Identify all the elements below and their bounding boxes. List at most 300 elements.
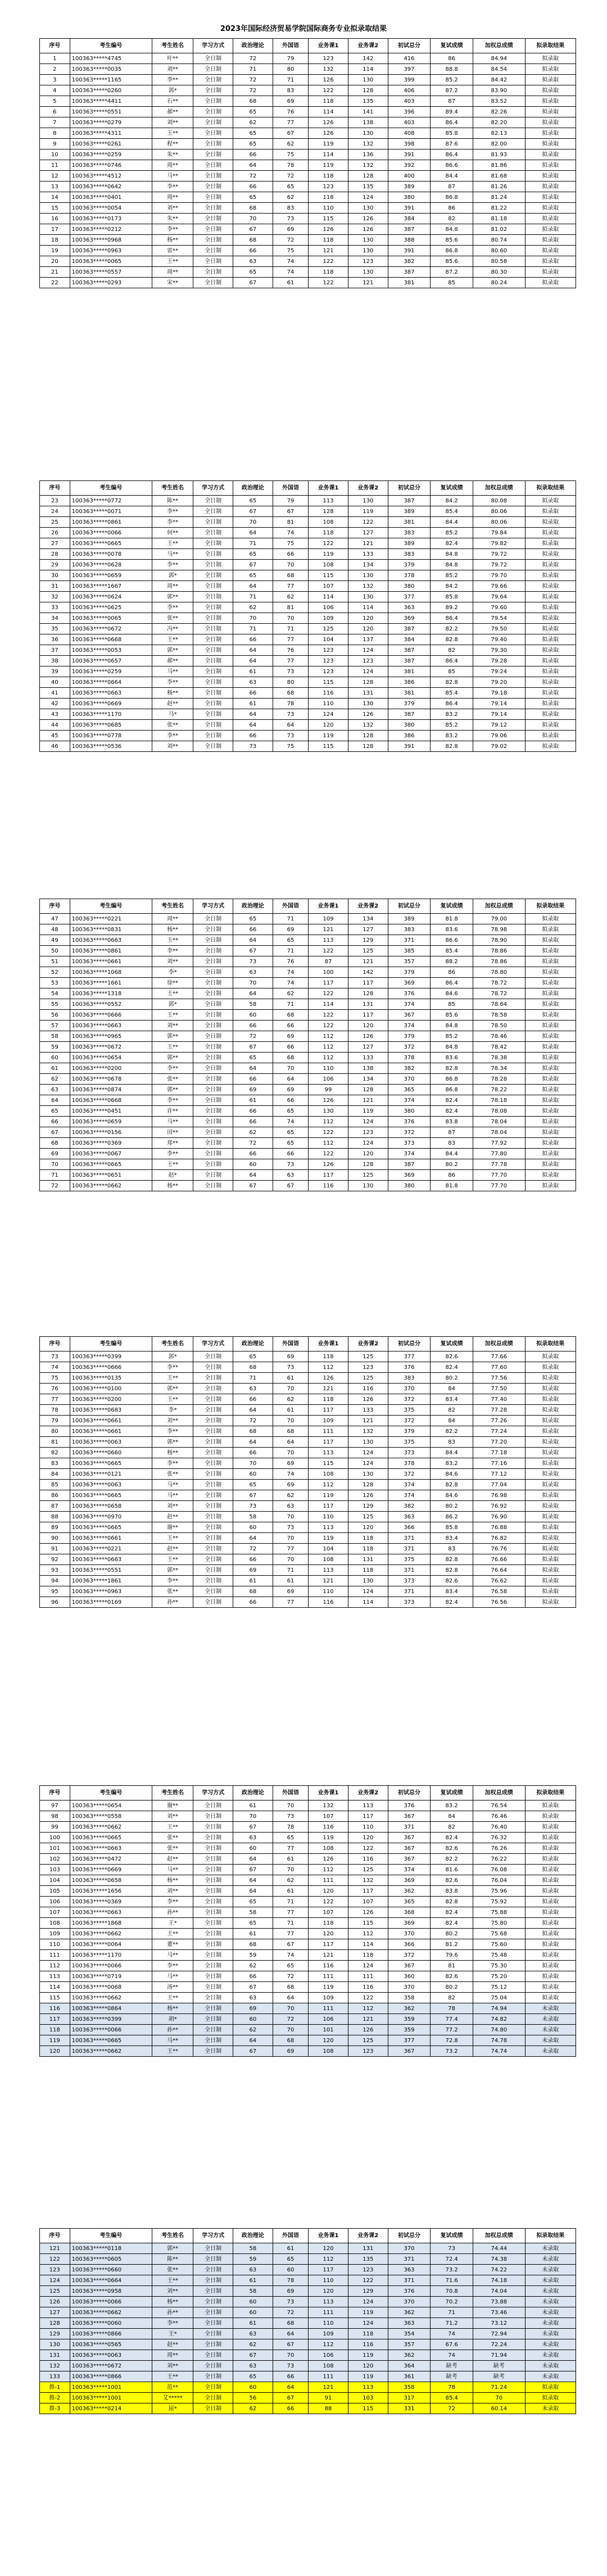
cell-name: 刘** bbox=[152, 1886, 193, 1897]
cell-seq: 86 bbox=[40, 1490, 70, 1501]
table-row bbox=[40, 1373, 576, 1384]
cell-subject-2: 126 bbox=[348, 224, 388, 235]
cell-weighted-total: 78.90 bbox=[473, 935, 525, 946]
cell-subject-1: 110 bbox=[309, 699, 348, 709]
table-row bbox=[40, 1865, 576, 1875]
cell-result: 拟录取 bbox=[525, 1010, 576, 1021]
cell-weighted-total: 80.24 bbox=[473, 278, 525, 288]
cell-subject-1: 115 bbox=[309, 214, 348, 224]
cell-retest-score: 83.4 bbox=[431, 1394, 473, 1405]
cell-study-mode: 全日制 bbox=[193, 85, 233, 96]
cell-foreign-language: 75 bbox=[273, 538, 308, 549]
cell-foreign-language: 69 bbox=[273, 96, 308, 107]
cell-retest-score: 88.8 bbox=[431, 64, 473, 75]
cell-retest-score: 87.6 bbox=[431, 139, 473, 149]
cell-subject-1: 116 bbox=[309, 1961, 348, 1971]
cell-retest-score: 82.6 bbox=[431, 1352, 473, 1362]
cell-name: 马** bbox=[152, 1117, 193, 1127]
cell-name: 马** bbox=[152, 2035, 193, 2046]
cell-result: 未录取 bbox=[525, 2025, 576, 2035]
cell-seq: 78 bbox=[40, 1405, 70, 1416]
cell-result: 拟录取 bbox=[525, 235, 576, 246]
cell-subject-2: 131 bbox=[348, 999, 388, 1010]
table-row bbox=[40, 2403, 576, 2414]
cell-subject-1: 106 bbox=[309, 602, 348, 613]
cell-politics: 67 bbox=[233, 1490, 273, 1501]
cell-name: 刘** bbox=[152, 956, 193, 967]
cell-name: 郝** bbox=[152, 656, 193, 666]
cell-subject-1: 109 bbox=[309, 1993, 348, 2003]
header-foreign-language: 外国语 bbox=[273, 1337, 308, 1352]
cell-result: 未录取 bbox=[525, 2371, 576, 2382]
cell-result: 未录取 bbox=[525, 2243, 576, 2254]
cell-subject-1: 113 bbox=[309, 1448, 348, 1458]
cell-result: 拟录取 bbox=[525, 1053, 576, 1063]
cell-candidate-id: 100363*****0665 bbox=[70, 1458, 152, 1469]
cell-seq: 7 bbox=[40, 117, 70, 128]
cell-retest-score: 79.6 bbox=[431, 1950, 473, 1961]
cell-weighted-total: 74.82 bbox=[473, 2014, 525, 2025]
cell-politics: 60 bbox=[233, 1010, 273, 1021]
cell-study-mode: 全日制 bbox=[193, 1811, 233, 1822]
cell-seq: 45 bbox=[40, 731, 70, 741]
header-result: 拟录取结果 bbox=[525, 2229, 576, 2243]
cell-weighted-total: 79.12 bbox=[473, 720, 525, 731]
cell-study-mode: 全日制 bbox=[193, 117, 233, 128]
cell-retest-score: 86.4 bbox=[431, 117, 473, 128]
cell-weighted-total: 76.32 bbox=[473, 1833, 525, 1843]
cell-retest-score: 85.6 bbox=[431, 256, 473, 267]
cell-politics: 64 bbox=[233, 581, 273, 592]
cell-weighted-total: 76.08 bbox=[473, 1865, 525, 1875]
cell-prelim-total: 372 bbox=[388, 1469, 431, 1480]
cell-retest-score: 73 bbox=[431, 2243, 473, 2254]
cell-subject-1: 99 bbox=[309, 1085, 348, 1095]
cell-subject-1: 123 bbox=[309, 53, 348, 64]
cell-foreign-language: 83 bbox=[273, 85, 308, 96]
cell-subject-2: 133 bbox=[348, 1053, 388, 1063]
cell-foreign-language: 71 bbox=[273, 624, 308, 634]
cell-candidate-id: 100363*****0665 bbox=[70, 538, 152, 549]
score-table-1 bbox=[39, 38, 576, 288]
cell-result: 未录取 bbox=[525, 2318, 576, 2329]
cell-prelim-total: 371 bbox=[388, 1544, 431, 1554]
cell-candidate-id: 100363*****0066 bbox=[70, 528, 152, 538]
cell-politics: 66 bbox=[233, 924, 273, 935]
cell-subject-2: 123 bbox=[348, 2265, 388, 2275]
cell-weighted-total: 77.70 bbox=[473, 1170, 525, 1181]
cell-study-mode: 全日制 bbox=[193, 731, 233, 741]
cell-politics: 68 bbox=[233, 1426, 273, 1437]
cell-weighted-total: 79.82 bbox=[473, 538, 525, 549]
cell-retest-score: 85.8 bbox=[431, 1522, 473, 1533]
cell-subject-1: 122 bbox=[309, 1010, 348, 1021]
cell-candidate-id: 100363*****0772 bbox=[70, 496, 152, 506]
cell-seq: 19 bbox=[40, 246, 70, 256]
cell-retest-score: 84.4 bbox=[431, 1448, 473, 1458]
cell-weighted-total: 72.24 bbox=[473, 2339, 525, 2350]
cell-subject-2: 110 bbox=[348, 1822, 388, 1833]
cell-prelim-total: 372 bbox=[388, 1394, 431, 1405]
table-row bbox=[40, 1181, 576, 1191]
cell-prelim-total: 362 bbox=[388, 2003, 431, 2014]
cell-study-mode: 全日制 bbox=[193, 634, 233, 645]
cell-result: 未录取 bbox=[525, 2297, 576, 2307]
cell-retest-score: 85 bbox=[431, 278, 473, 288]
table-row bbox=[40, 1394, 576, 1405]
cell-candidate-id: 100363*****0662 bbox=[70, 2046, 152, 2057]
cell-foreign-language: 71 bbox=[273, 1565, 308, 1576]
cell-study-mode: 全日制 bbox=[193, 560, 233, 570]
cell-seq: 113 bbox=[40, 1971, 70, 1982]
cell-subject-1: 126 bbox=[309, 75, 348, 85]
cell-prelim-total: 389 bbox=[388, 506, 431, 517]
cell-subject-1: 126 bbox=[309, 1373, 348, 1384]
cell-subject-2: 128 bbox=[348, 85, 388, 96]
cell-candidate-id: 100363*****0668 bbox=[70, 634, 152, 645]
cell-subject-2: 120 bbox=[348, 1021, 388, 1031]
cell-seq: 65 bbox=[40, 1106, 70, 1117]
cell-foreign-language: 66 bbox=[273, 1149, 308, 1159]
cell-result: 拟录取 bbox=[525, 1159, 576, 1170]
cell-weighted-total: 75.20 bbox=[473, 1971, 525, 1982]
table-row bbox=[40, 107, 576, 117]
cell-politics: 58 bbox=[233, 999, 273, 1010]
cell-politics: 62 bbox=[233, 2025, 273, 2035]
cell-prelim-total: 367 bbox=[388, 1854, 431, 1865]
cell-weighted-total: 76.98 bbox=[473, 1490, 525, 1501]
cell-seq: 125 bbox=[40, 2286, 70, 2297]
cell-name: 陈** bbox=[152, 2254, 193, 2265]
cell-subject-1: 126 bbox=[309, 1854, 348, 1865]
cell-result: 拟录取 bbox=[525, 1352, 576, 1362]
cell-study-mode: 全日制 bbox=[193, 1074, 233, 1085]
cell-name: 王** bbox=[152, 1373, 193, 1384]
cell-foreign-language: 68 bbox=[273, 1053, 308, 1063]
cell-result: 拟录取 bbox=[525, 203, 576, 214]
cell-subject-2: 135 bbox=[348, 182, 388, 192]
cell-foreign-language: 77 bbox=[273, 581, 308, 592]
header-subject-2: 业务课2 bbox=[348, 2229, 388, 2243]
cell-study-mode: 全日制 bbox=[193, 967, 233, 978]
cell-prelim-total: 380 bbox=[388, 192, 431, 203]
cell-subject-2: 120 bbox=[348, 624, 388, 634]
cell-result: 拟录取 bbox=[525, 1576, 576, 1586]
cell-name: 郭* bbox=[152, 999, 193, 1010]
cell-subject-2: 128 bbox=[348, 1085, 388, 1095]
cell-politics: 67 bbox=[233, 506, 273, 517]
cell-politics: 71 bbox=[233, 538, 273, 549]
cell-weighted-total: 81.02 bbox=[473, 224, 525, 235]
table-row bbox=[40, 688, 576, 699]
cell-seq: 110 bbox=[40, 1939, 70, 1950]
cell-candidate-id: 100363*****0662 bbox=[70, 1822, 152, 1833]
cell-retest-score: 78 bbox=[431, 2382, 473, 2393]
cell-retest-score: 83 bbox=[431, 1437, 473, 1448]
cell-candidate-id: 100363*****0658 bbox=[70, 1875, 152, 1886]
cell-study-mode: 全日制 bbox=[193, 1950, 233, 1961]
cell-foreign-language: 73 bbox=[273, 1362, 308, 1373]
cell-subject-2: 114 bbox=[348, 64, 388, 75]
cell-seq: 36 bbox=[40, 634, 70, 645]
cell-candidate-id: 100363*****0661 bbox=[70, 1416, 152, 1426]
header-subject-1: 业务课1 bbox=[309, 899, 348, 914]
cell-weighted-total: 73.12 bbox=[473, 2318, 525, 2329]
cell-subject-2: 130 bbox=[348, 1576, 388, 1586]
cell-politics: 67 bbox=[233, 1181, 273, 1191]
cell-foreign-language: 66 bbox=[273, 1021, 308, 1031]
cell-subject-2: 130 bbox=[348, 592, 388, 602]
cell-subject-2: 128 bbox=[348, 988, 388, 999]
cell-weighted-total: 76.26 bbox=[473, 1843, 525, 1854]
cell-result: 拟录取 bbox=[525, 1811, 576, 1822]
table-row bbox=[40, 1512, 576, 1522]
cell-politics: 64 bbox=[233, 720, 273, 731]
cell-study-mode: 全日制 bbox=[193, 1416, 233, 1426]
cell-prelim-total: 379 bbox=[388, 560, 431, 570]
cell-name: 王** bbox=[152, 128, 193, 139]
cell-subject-2: 126 bbox=[348, 1907, 388, 1918]
table-row bbox=[40, 171, 576, 182]
cell-politics: 66 bbox=[233, 1149, 273, 1159]
cell-subject-2: 128 bbox=[348, 171, 388, 182]
cell-candidate-id: 100363*****0399 bbox=[70, 1352, 152, 1362]
cell-politics: 61 bbox=[233, 2275, 273, 2286]
cell-retest-score: 缺考 bbox=[431, 2361, 473, 2371]
cell-weighted-total: 79.18 bbox=[473, 688, 525, 699]
cell-prelim-total: 406 bbox=[388, 85, 431, 96]
cell-weighted-total: 77.40 bbox=[473, 1394, 525, 1405]
cell-foreign-language: 67 bbox=[273, 506, 308, 517]
cell-prelim-total: 372 bbox=[388, 1042, 431, 1053]
cell-politics: 63 bbox=[233, 256, 273, 267]
cell-seq: 105 bbox=[40, 1886, 70, 1897]
cell-foreign-language: 75 bbox=[273, 741, 308, 752]
cell-result: 拟录取 bbox=[525, 1833, 576, 1843]
table-row bbox=[40, 1801, 576, 1811]
cell-result: 未录取 bbox=[525, 2339, 576, 2350]
cell-study-mode: 全日制 bbox=[193, 1010, 233, 1021]
cell-subject-1: 119 bbox=[309, 731, 348, 741]
cell-prelim-total: 370 bbox=[388, 2297, 431, 2307]
cell-name: 王** bbox=[152, 538, 193, 549]
cell-candidate-id: 100363*****0063 bbox=[70, 2350, 152, 2361]
table-row bbox=[40, 96, 576, 107]
cell-politics: 65 bbox=[233, 267, 273, 278]
cell-subject-1: 119 bbox=[309, 1490, 348, 1501]
cell-name: 刘** bbox=[152, 1811, 193, 1822]
cell-weighted-total: 74.74 bbox=[473, 2046, 525, 2057]
cell-result: 拟录取 bbox=[525, 1907, 576, 1918]
cell-prelim-total: 371 bbox=[388, 1533, 431, 1544]
cell-retest-score: 67.6 bbox=[431, 2339, 473, 2350]
cell-politics: 59 bbox=[233, 1950, 273, 1961]
cell-retest-score: 缺考 bbox=[431, 2371, 473, 2382]
table-row bbox=[40, 2361, 576, 2371]
cell-subject-1: 109 bbox=[309, 613, 348, 624]
cell-candidate-id: 100363*****0665 bbox=[70, 1159, 152, 1170]
cell-study-mode: 全日制 bbox=[193, 1469, 233, 1480]
cell-candidate-id: 100363*****0065 bbox=[70, 613, 152, 624]
cell-candidate-id: 100363*****0071 bbox=[70, 506, 152, 517]
cell-subject-2: 124 bbox=[348, 1961, 388, 1971]
cell-name: 陈** bbox=[152, 496, 193, 506]
cell-subject-1: 130 bbox=[309, 1106, 348, 1117]
cell-subject-2: 124 bbox=[348, 1586, 388, 1597]
cell-candidate-id: 100363*****0683 bbox=[70, 1405, 152, 1416]
cell-seq: 92 bbox=[40, 1554, 70, 1565]
table-row bbox=[40, 1554, 576, 1565]
cell-result: 拟录取 bbox=[525, 1384, 576, 1394]
header-subject-1: 业务课1 bbox=[309, 2229, 348, 2243]
cell-name: 李** bbox=[152, 560, 193, 570]
cell-foreign-language: 74 bbox=[273, 967, 308, 978]
cell-name: 马** bbox=[152, 1480, 193, 1490]
cell-subject-1: 112 bbox=[309, 1362, 348, 1373]
table-row bbox=[40, 1352, 576, 1362]
cell-candidate-id: 100363*****0169 bbox=[70, 1597, 152, 1608]
cell-foreign-language: 74 bbox=[273, 256, 308, 267]
cell-result: 拟录取 bbox=[525, 1854, 576, 1865]
cell-weighted-total: 75.92 bbox=[473, 1897, 525, 1907]
cell-retest-score: 86.6 bbox=[431, 935, 473, 946]
cell-politics: 67 bbox=[233, 1042, 273, 1053]
table-row bbox=[40, 1458, 576, 1469]
cell-prelim-total: 364 bbox=[388, 2361, 431, 2371]
cell-result: 拟录取 bbox=[525, 1031, 576, 1042]
cell-name: 李** bbox=[152, 1576, 193, 1586]
table-row bbox=[40, 1544, 576, 1554]
cell-result: 未录取 bbox=[525, 2254, 576, 2265]
cell-subject-1: 123 bbox=[309, 656, 348, 666]
cell-name: 王** bbox=[152, 1042, 193, 1053]
cell-candidate-id: 100363*****0665 bbox=[70, 2035, 152, 2046]
table-row bbox=[40, 75, 576, 85]
header-study-mode: 学习方式 bbox=[193, 481, 233, 496]
cell-foreign-language: 63 bbox=[273, 1501, 308, 1512]
cell-retest-score: 83.2 bbox=[431, 1458, 473, 1469]
cell-prelim-total: 377 bbox=[388, 2035, 431, 2046]
table-row bbox=[40, 1149, 576, 1159]
cell-candidate-id: 100363*****0663 bbox=[70, 935, 152, 946]
cell-retest-score: 82.8 bbox=[431, 1063, 473, 1074]
cell-result: 拟录取 bbox=[525, 1127, 576, 1138]
cell-result: 拟录取 bbox=[525, 1801, 576, 1811]
cell-prelim-total: 366 bbox=[388, 1939, 431, 1950]
cell-seq: 34 bbox=[40, 613, 70, 624]
page-title: 2023年国际经济贸易学院国际商务专业拟录取结果 bbox=[220, 25, 387, 33]
cell-retest-score: 84.8 bbox=[431, 549, 473, 560]
cell-candidate-id: 100363*****1318 bbox=[70, 988, 152, 999]
cell-candidate-id: 100363*****0558 bbox=[70, 1811, 152, 1822]
cell-candidate-id: 100363*****0672 bbox=[70, 2361, 152, 2371]
cell-prelim-total: 391 bbox=[388, 203, 431, 214]
cell-name: 李** bbox=[152, 517, 193, 528]
cell-foreign-language: 79 bbox=[273, 53, 308, 64]
cell-politics: 65 bbox=[233, 1480, 273, 1490]
cell-retest-score: 87.2 bbox=[431, 267, 473, 278]
cell-foreign-language: 77 bbox=[273, 1907, 308, 1918]
cell-study-mode: 全日制 bbox=[193, 1352, 233, 1362]
cell-result: 拟录取 bbox=[525, 1480, 576, 1490]
cell-retest-score: 84 bbox=[431, 1811, 473, 1822]
cell-prelim-total: 376 bbox=[388, 2286, 431, 2297]
cell-seq: 90 bbox=[40, 1533, 70, 1544]
cell-study-mode: 全日制 bbox=[193, 2254, 233, 2265]
cell-subject-2: 130 bbox=[348, 128, 388, 139]
cell-name: 王* bbox=[152, 2329, 193, 2339]
cell-subject-2: 137 bbox=[348, 634, 388, 645]
cell-study-mode: 全日制 bbox=[193, 2382, 233, 2393]
cell-foreign-language: 74 bbox=[273, 978, 308, 988]
cell-study-mode: 全日制 bbox=[193, 699, 233, 709]
cell-politics: 62 bbox=[233, 117, 273, 128]
table-row bbox=[40, 1010, 576, 1021]
cell-subject-1: 122 bbox=[309, 946, 348, 956]
cell-weighted-total: 80.30 bbox=[473, 267, 525, 278]
cell-study-mode: 全日制 bbox=[193, 1063, 233, 1074]
cell-study-mode: 全日制 bbox=[193, 613, 233, 624]
cell-name: 张** bbox=[152, 1833, 193, 1843]
cell-subject-2: 124 bbox=[348, 2318, 388, 2329]
cell-prelim-total: 387 bbox=[388, 709, 431, 720]
header-study-mode: 学习方式 bbox=[193, 1337, 233, 1352]
table-row bbox=[40, 999, 576, 1010]
cell-candidate-id: 100363*****0261 bbox=[70, 139, 152, 149]
cell-foreign-language: 74 bbox=[273, 528, 308, 538]
cell-subject-2: 126 bbox=[348, 709, 388, 720]
cell-candidate-id: 100363*****0861 bbox=[70, 946, 152, 956]
cell-subject-1: 122 bbox=[309, 256, 348, 267]
cell-study-mode: 全日制 bbox=[193, 1554, 233, 1565]
cell-study-mode: 全日制 bbox=[193, 224, 233, 235]
cell-prelim-total: 371 bbox=[388, 935, 431, 946]
cell-weighted-total: 75.68 bbox=[473, 1929, 525, 1939]
cell-weighted-total: 73.46 bbox=[473, 2307, 525, 2318]
cell-seq: 96 bbox=[40, 1597, 70, 1608]
cell-result: 拟录取 bbox=[525, 1074, 576, 1085]
cell-name: 李** bbox=[152, 182, 193, 192]
cell-subject-2: 117 bbox=[348, 1811, 388, 1822]
cell-politics: 63 bbox=[233, 2361, 273, 2371]
cell-weighted-total: 76.22 bbox=[473, 1854, 525, 1865]
cell-prelim-total: 363 bbox=[388, 1512, 431, 1522]
cell-name: 王** bbox=[152, 1159, 193, 1170]
cell-prelim-total: 362 bbox=[388, 2307, 431, 2318]
cell-retest-score: 84 bbox=[431, 1416, 473, 1426]
cell-seq: 55 bbox=[40, 999, 70, 1010]
cell-result: 拟录取 bbox=[525, 1918, 576, 1929]
cell-retest-score: 86.8 bbox=[431, 192, 473, 203]
cell-weighted-total: 76.46 bbox=[473, 1811, 525, 1822]
cell-subject-2: 141 bbox=[348, 107, 388, 117]
cell-candidate-id: 100363*****1667 bbox=[70, 581, 152, 592]
cell-study-mode: 全日制 bbox=[193, 1875, 233, 1886]
cell-retest-score: 86.4 bbox=[431, 978, 473, 988]
cell-candidate-id: 100363*****1656 bbox=[70, 1886, 152, 1897]
cell-foreign-language: 67 bbox=[273, 128, 308, 139]
cell-retest-score: 82.6 bbox=[431, 1875, 473, 1886]
cell-prelim-total: 369 bbox=[388, 978, 431, 988]
cell-weighted-total: 79.66 bbox=[473, 581, 525, 592]
cell-politics: 72 bbox=[233, 85, 273, 96]
cell-prelim-total: 370 bbox=[388, 1074, 431, 1085]
cell-name: 李** bbox=[152, 2318, 193, 2329]
cell-prelim-total: 376 bbox=[388, 1362, 431, 1373]
cell-subject-1: 126 bbox=[309, 117, 348, 128]
cell-prelim-total: 370 bbox=[388, 2243, 431, 2254]
cell-politics: 72 bbox=[233, 171, 273, 182]
